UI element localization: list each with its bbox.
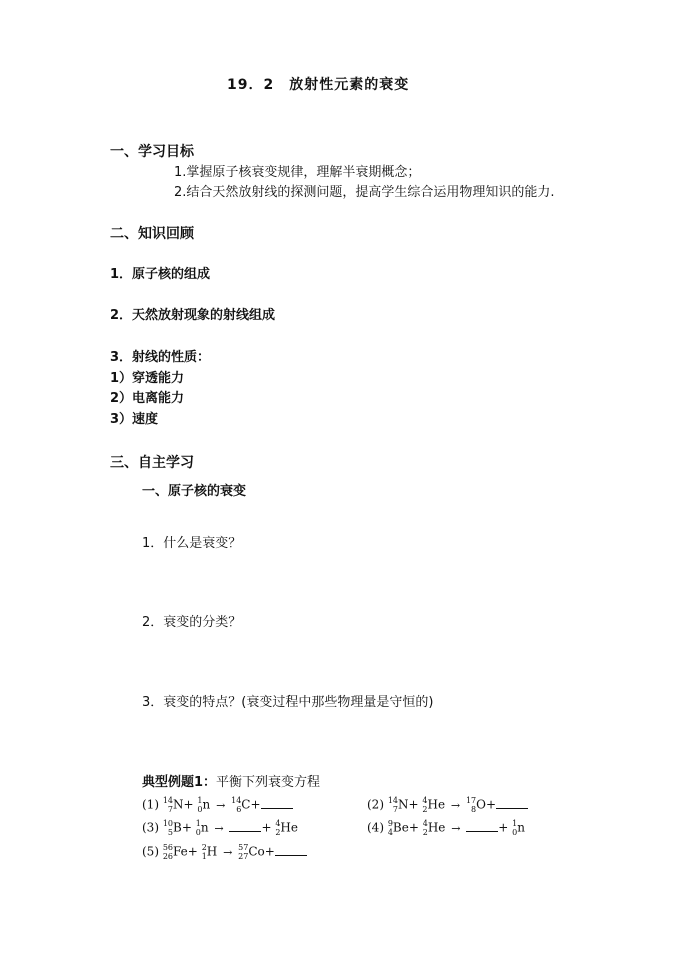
reaction-arrow: → <box>451 821 461 835</box>
atomic-number: 0 <box>512 828 518 837</box>
nuclide-symbol: n <box>517 820 525 835</box>
mass-number: 14 <box>162 796 174 805</box>
plus-sign: + <box>264 844 275 859</box>
plus-sign: + <box>485 797 497 812</box>
nuclide-symbol: Co <box>248 844 265 859</box>
atomic-number: 2 <box>422 805 428 814</box>
mass-number: 2 <box>201 843 207 852</box>
question-2: 2．衰变的分类？ <box>142 615 242 630</box>
answer-blank[interactable] <box>261 797 293 809</box>
review-q3: 3．射线的性质： <box>110 350 211 365</box>
nuclide-symbol: He <box>427 820 446 835</box>
goal-item-1: 1.掌握原子核衰变规律，理解半衰期概念； <box>174 165 421 180</box>
reaction-arrow: → <box>223 845 233 859</box>
page-title: 19．2 放射性元素的衰变 <box>227 77 410 93</box>
reaction-arrow: → <box>214 821 224 835</box>
property-speed: 3）速度 <box>110 412 159 427</box>
mass-number: 1 <box>195 819 201 828</box>
nuclide-symbol: n <box>200 820 209 835</box>
mass-number: 17 <box>465 796 477 805</box>
section-heading-goals: 一、学习目标 <box>110 144 194 160</box>
plus-sign: + <box>498 820 509 835</box>
goal-item-2: 2.结合天然放射线的探测问题，提高学生综合运用物理知识的能力. <box>174 185 555 200</box>
nuclide-symbol: N <box>173 797 184 812</box>
plus-sign: + <box>181 820 192 835</box>
mass-number: 9 <box>387 819 393 828</box>
plus-sign: + <box>187 844 198 859</box>
answer-blank[interactable] <box>229 820 261 832</box>
plus-sign: + <box>250 797 261 812</box>
mass-number: 4 <box>275 819 281 828</box>
nuclide-symbol: He <box>280 820 298 835</box>
eq-number: (5) <box>142 844 159 859</box>
mass-number: 1 <box>197 796 203 805</box>
atomic-number: 6 <box>236 805 242 814</box>
eq-number: (1) <box>142 797 159 812</box>
mass-number: 56 <box>162 843 174 852</box>
review-q2: 2．天然放射现象的射线组成 <box>110 308 276 323</box>
answer-blank[interactable] <box>275 844 307 856</box>
mass-number: 4 <box>422 819 428 828</box>
atomic-number: 0 <box>195 828 201 837</box>
eq-number: (2) <box>367 797 384 812</box>
nuclide-symbol: N <box>398 797 409 812</box>
atomic-number: 2 <box>275 828 281 837</box>
property-ionization: 2）电离能力 <box>110 391 185 406</box>
plus-sign: + <box>183 797 194 812</box>
mass-number: 10 <box>162 819 174 828</box>
equation-3 <box>142 819 298 837</box>
atomic-number: 27 <box>238 852 249 861</box>
nuclide-symbol: Fe <box>173 844 188 859</box>
equation-1 <box>142 796 293 814</box>
example-text: 平衡下列衰变方程 <box>216 775 321 790</box>
equation-2 <box>367 796 528 814</box>
atomic-number: 7 <box>167 805 174 814</box>
nuclide-symbol: B <box>173 820 182 835</box>
plus-sign: + <box>408 820 419 835</box>
mass-number: 1 <box>512 819 518 828</box>
atomic-number: 8 <box>471 805 477 814</box>
atomic-number: 1 <box>201 852 207 861</box>
nuclide-symbol: Be <box>392 820 409 835</box>
question-1: 1．什么是衰变？ <box>142 536 242 551</box>
plus-sign: + <box>261 820 272 835</box>
mass-number: 57 <box>238 843 249 852</box>
mass-number: 14 <box>387 796 399 805</box>
atomic-number: 4 <box>387 828 393 837</box>
atomic-number: 26 <box>162 852 174 861</box>
nuclide-symbol: C <box>241 797 251 812</box>
example-label: 典型例题1： <box>142 775 217 790</box>
example-heading <box>142 774 320 792</box>
mass-number: 14 <box>231 796 242 805</box>
equation-5 <box>142 843 307 861</box>
equation-4 <box>367 819 525 837</box>
section-heading-self-study: 三、自主学习 <box>110 455 194 471</box>
reaction-arrow: → <box>216 798 226 812</box>
eq-number: (3) <box>142 820 159 835</box>
atomic-number: 7 <box>392 805 399 814</box>
atomic-number: 2 <box>422 828 428 837</box>
review-q1: 1．原子核的组成 <box>110 267 211 282</box>
reaction-arrow: → <box>450 798 461 812</box>
nuclide-symbol: n <box>202 797 211 812</box>
atomic-number: 0 <box>197 805 203 814</box>
plus-sign: + <box>408 797 419 812</box>
question-3: 3．衰变的特点？(衰变过程中那些物理量是守恒的) <box>142 695 434 710</box>
answer-blank[interactable] <box>466 820 498 832</box>
nuclide-symbol: O <box>476 797 486 812</box>
mass-number: 4 <box>422 796 428 805</box>
answer-blank[interactable] <box>496 797 528 809</box>
property-penetration: 1）穿透能力 <box>110 371 185 386</box>
nuclide-symbol: H <box>206 844 218 859</box>
nuclide-symbol: He <box>427 797 446 812</box>
atomic-number: 5 <box>167 828 174 837</box>
subsection-heading-decay: 一、原子核的衰变 <box>142 484 247 499</box>
section-heading-review: 二、知识回顾 <box>110 226 194 242</box>
eq-number: (4) <box>367 820 384 835</box>
